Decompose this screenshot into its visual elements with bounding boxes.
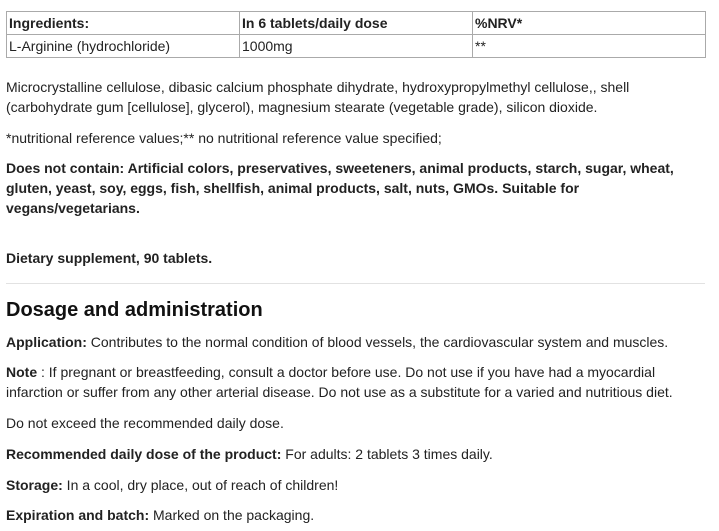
note-paragraph bbox=[6, 362, 711, 402]
header-ingredients: Ingredients: bbox=[7, 12, 240, 35]
expiration-label: Expiration and batch: bbox=[6, 507, 150, 523]
storage-text: In a cool, dry place, out of reach of children! bbox=[62, 477, 339, 493]
free-from-statement: Does not contain: Artificial colors, preservatives, sweeteners, animal products, starch, sugar, wheat, gluten, yeast, soy, eggs, fish, shellfish, animal products, salt, nuts, GMOs. Suitable for vegans/vegetarians. bbox=[6, 160, 674, 216]
recommended-dose-text: For adults: 2 tablets 3 times daily. bbox=[281, 446, 493, 462]
recommended-dose-label: Recommended daily dose of the product: bbox=[6, 446, 282, 462]
header-nrv: %NRV* bbox=[473, 12, 706, 35]
application-label: Application: bbox=[6, 334, 87, 350]
expiration-text: Marked on the packaging. bbox=[149, 507, 315, 523]
table-row bbox=[7, 35, 706, 58]
recommended-dose-paragraph bbox=[6, 444, 711, 464]
note-label: Note bbox=[6, 364, 38, 380]
other-ingredients: Microcrystalline cellulose, dibasic calcium phosphate dihydrate, hydroxypropylmethyl cellulose,, shell (carbohydrate gum [cellulose], glycerol), magnesium stearate (vegetable grade), silicon dioxide. bbox=[6, 79, 630, 115]
divider bbox=[6, 283, 705, 284]
application-paragraph bbox=[6, 332, 711, 352]
application-text: Contributes to the normal condition of blood vessels, the cardiovascular system and muscles. bbox=[86, 334, 669, 350]
expiration-paragraph bbox=[6, 505, 711, 525]
ingredients-table bbox=[6, 11, 706, 58]
nrv-note: *nutritional reference values;** no nutritional reference value specified; bbox=[6, 130, 442, 146]
cell-nrv: ** bbox=[473, 35, 706, 58]
cell-amount: 1000mg bbox=[240, 35, 473, 58]
storage-label: Storage: bbox=[6, 477, 63, 493]
supplement-info: Dietary supplement, 90 tablets. bbox=[6, 250, 213, 266]
note-text: : If pregnant or breastfeeding, consult a doctor before use. Do not use if you have had a myocardial infarction or suffer from any other arterial disease. Do not use as a substitute for a varied and nutritious diet. bbox=[6, 364, 673, 400]
cell-ingredient: L-Arginine (hydrochloride) bbox=[7, 35, 240, 58]
max-dose-warning: Do not exceed the recommended daily dose. bbox=[6, 415, 284, 431]
storage-paragraph bbox=[6, 475, 711, 495]
header-daily-dose: In 6 tablets/daily dose bbox=[240, 12, 473, 35]
section-title: Dosage and administration bbox=[6, 299, 263, 321]
table-header-row bbox=[7, 12, 706, 35]
